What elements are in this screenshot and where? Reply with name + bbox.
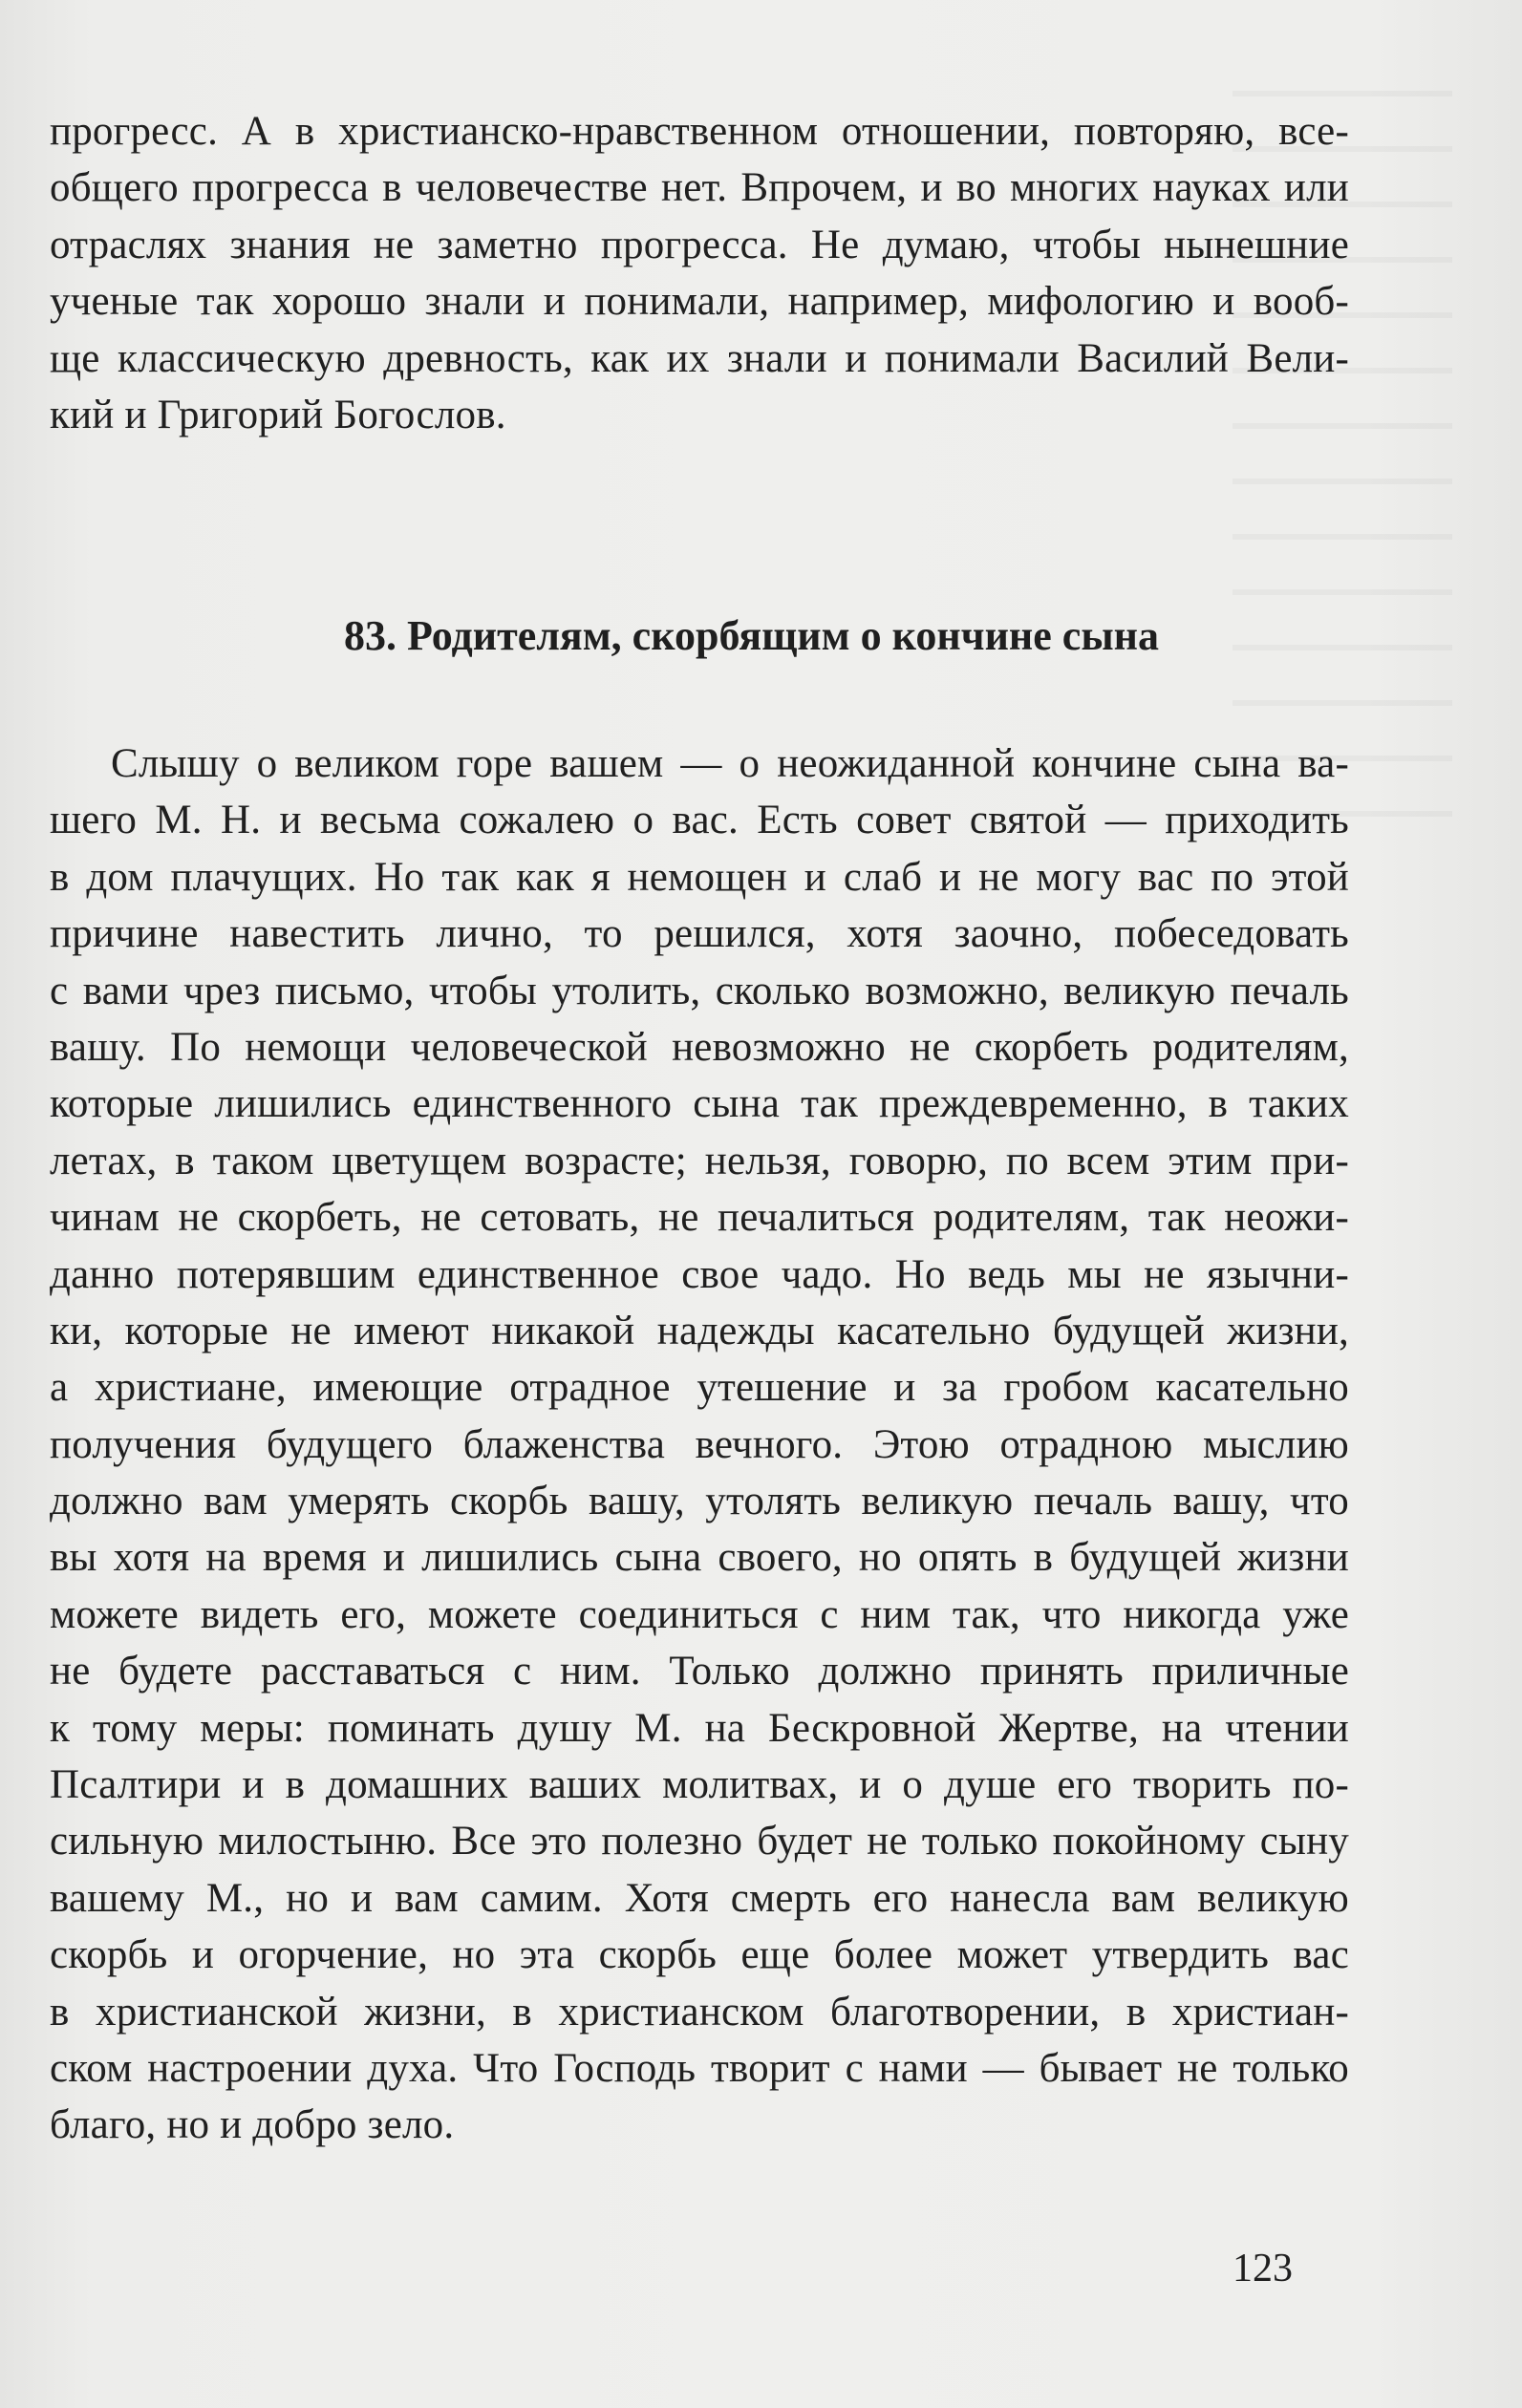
text-line: в дом плачущих. Но так как я немощен и слаб и не могу вас по этой (50, 854, 1349, 900)
text-line: шего М. Н. и весьма сожалею о вас. Есть совет святой — приходить (50, 798, 1349, 843)
text-line: причине навестить лично, то решился, хотя заочно, побеседовать (50, 911, 1349, 957)
text-line: с вами чрез письмо, чтобы утолить, сколько возможно, великую печаль (50, 968, 1349, 1013)
text-line: вашему М., но и вам самим. Хотя смерть его нанесла вам великую (50, 1875, 1349, 1921)
text-line: должно вам умерять скорбь вашу, утолять великую печаль вашу, что (50, 1479, 1349, 1524)
text-line: чинам не скорбеть, не сетовать, не печалиться родителям, так неожи- (50, 1195, 1349, 1241)
text-line: можете видеть его, можете соединиться с ним так, что никогда уже (50, 1591, 1349, 1637)
text-line: общего прогресса в человечестве нет. Впрочем, и во многих науках или (50, 165, 1349, 211)
text-line: в христианской жизни, в христианском благотворении, в христиан- (50, 1989, 1349, 2035)
text-line: прогресс. А в христианско-нравственном отношении, повторяю, все- (50, 109, 1349, 154)
page-number: 123 (1233, 2247, 1293, 2291)
text-line: получения будущего блаженства вечного. Этою отрадною мыслию (50, 1421, 1349, 1467)
text-line: ще классическую древность, как их знали и понимали Василий Вели- (50, 335, 1349, 381)
text-line: вашу. По немощи человеческой невозможно не скорбеть родителям, (50, 1024, 1349, 1070)
text-line: кий и Григорий Богослов. (50, 392, 506, 437)
text-line: данно потерявшим единственное свое чадо. Но ведь мы не язычни- (50, 1251, 1349, 1297)
text-line: скорбь и огорчение, но эта скорбь еще более может утвердить вас (50, 1932, 1349, 1978)
body-paragraph (50, 735, 1349, 2154)
text-line: Слышу о великом горе вашем — о неожиданной кончине сына ва- (111, 741, 1349, 786)
text-line: ки, которые не имеют никакой надежды касательно будущей жизни, (50, 1308, 1349, 1353)
text-line: летах, в таком цветущем возрасте; нельзя, говорю, по всем этим при- (50, 1138, 1349, 1183)
top-paragraph (50, 103, 1349, 443)
text-line: к тому меры: поминать душу М. на Бескровной Жертве, на чтении (50, 1705, 1349, 1751)
text-line: отраслях знания не заметно прогресса. Не думаю, чтобы нынешние (50, 222, 1349, 267)
text-line: которые лишились единственного сына так преждевременно, в таких (50, 1081, 1349, 1127)
section-heading: 83. Родителям, скорбящим о кончине сына (343, 612, 1160, 659)
text-line: ском настроении духа. Что Господь творит с нами — бывает не только (50, 2045, 1349, 2091)
text-line: а христиане, имеющие отрадное утешение и за гробом касательно (50, 1365, 1349, 1411)
text-line: Псалтири и в домашних ваших молитвах, и о душе его творить по- (50, 1762, 1349, 1808)
text-line: ученые так хорошо знали и понимали, например, мифологию и вооб- (50, 279, 1349, 325)
text-line: вы хотя на время и лишились сына своего, но опять в будущей жизни (50, 1535, 1349, 1581)
text-line: сильную милостыню. Все это полезно будет не только покойному сыну (50, 1819, 1349, 1865)
text-line: не будете расставаться с ним. Только должно принять приличные (50, 1649, 1349, 1694)
text-line: благо, но и добро зело. (50, 2102, 455, 2148)
